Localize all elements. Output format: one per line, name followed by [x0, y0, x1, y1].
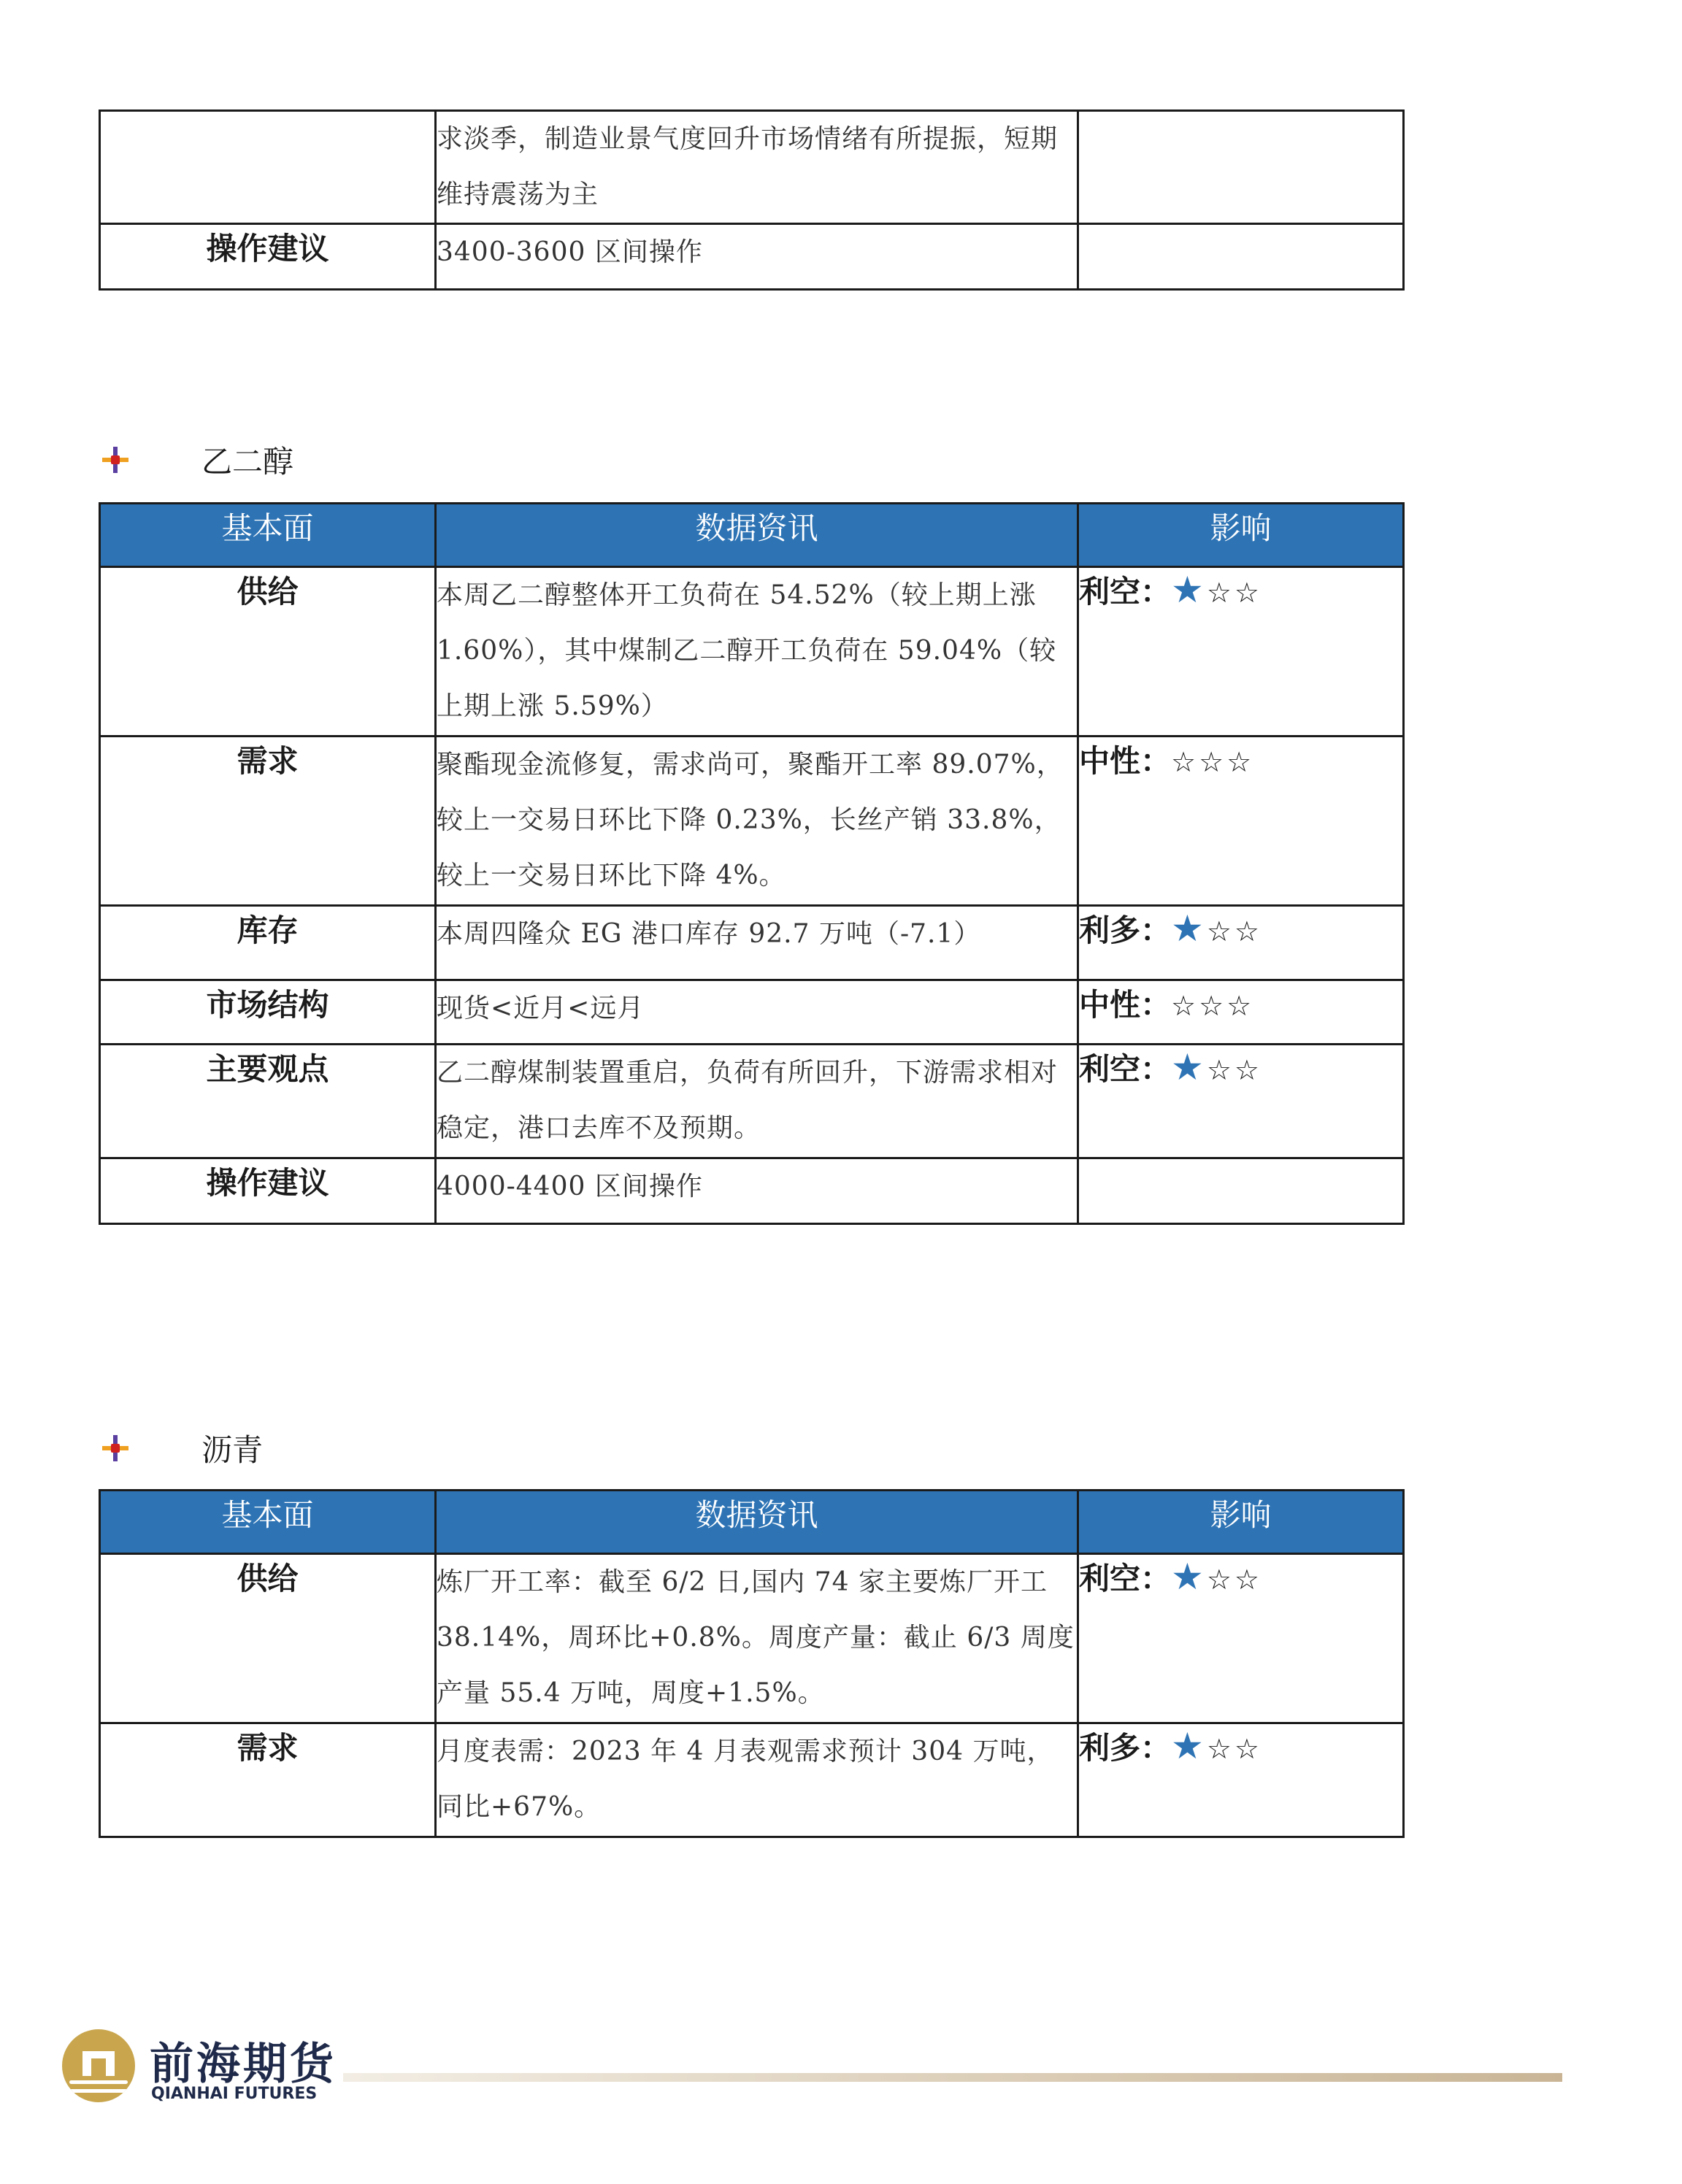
- star-outline-icon: ☆: [1206, 1564, 1234, 1596]
- row-impact: [1078, 224, 1404, 290]
- star-outline-icon: ☆: [1171, 746, 1199, 778]
- star-outline-icon: ☆: [1206, 1054, 1234, 1086]
- impact-label: 利空：: [1079, 1561, 1172, 1596]
- row-impact: [1078, 1045, 1404, 1158]
- row-impact: [1078, 906, 1404, 980]
- row-text: 本周四隆众 EG 港口库存 92.7 万吨（-7.1）: [436, 906, 1078, 980]
- table-row: [100, 567, 1404, 737]
- header-data-info: 数据资讯: [436, 504, 1078, 567]
- logo-text-en: QIANHAI FUTURES: [151, 2085, 318, 2103]
- row-label: [100, 111, 436, 224]
- section-table: [99, 502, 1405, 1225]
- footer-divider: [343, 2073, 1562, 2082]
- section-heading: 乙二醇: [201, 444, 294, 480]
- row-label: 主要观点: [100, 1045, 436, 1158]
- header-fundamentals: 基本面: [100, 504, 436, 567]
- star-outline-icon: ☆: [1226, 990, 1255, 1022]
- company-logo: [62, 2029, 337, 2110]
- star-outline-icon: ☆: [1226, 746, 1255, 778]
- section-body: [100, 1554, 1404, 1837]
- row-impact: [1078, 737, 1404, 906]
- logo-emblem-icon: [62, 2029, 135, 2102]
- section-table: [99, 1489, 1405, 1838]
- header-fundamentals: 基本面: [100, 1491, 436, 1554]
- row-label: 操作建议: [100, 1158, 436, 1224]
- star-filled-icon: ★: [1171, 1556, 1207, 1598]
- table-row: [100, 737, 1404, 906]
- header-impact: 影响: [1078, 1491, 1404, 1554]
- star-outline-icon: ☆: [1199, 746, 1227, 778]
- bullet-icon: [102, 1434, 128, 1463]
- table-row: [100, 906, 1404, 980]
- section-heading: 沥青: [201, 1432, 264, 1468]
- section-title-asphalt: [102, 1426, 263, 1470]
- row-label: 市场结构: [100, 980, 436, 1045]
- rating-stars: [1171, 1556, 1262, 1598]
- star-filled-icon: ★: [1171, 1725, 1207, 1767]
- table-row: [100, 224, 1404, 290]
- top-table: [99, 109, 1405, 291]
- star-filled-icon: ★: [1171, 907, 1207, 950]
- star-outline-icon: ☆: [1234, 577, 1262, 609]
- row-label: 操作建议: [100, 224, 436, 290]
- section-title-ethylene-glycol: [102, 438, 293, 482]
- star-outline-icon: ☆: [1234, 1564, 1262, 1596]
- table-header-row: [100, 1491, 1404, 1554]
- header-data-info: 数据资讯: [436, 1491, 1078, 1554]
- row-impact: [1078, 980, 1404, 1045]
- row-label: 库存: [100, 906, 436, 980]
- row-impact: [1078, 1723, 1404, 1837]
- star-outline-icon: ☆: [1199, 990, 1227, 1022]
- star-filled-icon: ★: [1171, 1046, 1207, 1088]
- row-text: 现货<近月<远月: [436, 980, 1078, 1045]
- row-text: 4000-4400 区间操作: [436, 1158, 1078, 1224]
- row-text: 3400-3600 区间操作: [436, 224, 1078, 290]
- rating-stars: [1171, 1046, 1262, 1088]
- rating-stars: [1171, 1725, 1262, 1767]
- star-outline-icon: ☆: [1206, 1733, 1234, 1765]
- rating-stars: [1171, 907, 1262, 950]
- row-label: 需求: [100, 1723, 436, 1837]
- table-header-row: [100, 504, 1404, 567]
- logo-text-cn: 前海期货: [150, 2039, 337, 2090]
- impact-label: 利空：: [1079, 574, 1172, 610]
- row-impact: [1078, 1158, 1404, 1224]
- impact-label: 利空：: [1079, 1051, 1172, 1087]
- row-text: 本周乙二醇整体开工负荷在 54.52%（较上期上涨 1.60%），其中煤制乙二醇开工负荷在 59.04%（较上期上涨 5.59%）: [436, 567, 1078, 737]
- star-filled-icon: ★: [1171, 569, 1207, 611]
- star-outline-icon: ☆: [1234, 1054, 1262, 1086]
- star-outline-icon: ☆: [1234, 1733, 1262, 1765]
- section-body: [100, 567, 1404, 1224]
- rating-stars: [1171, 569, 1262, 611]
- row-impact: [1078, 567, 1404, 737]
- bullet-icon: [102, 445, 128, 474]
- row-text: 聚酯现金流修复，需求尚可，聚酯开工率 89.07%，较上一交易日环比下降 0.23%，长丝产销 33.8%，较上一交易日环比下降 4%。: [436, 737, 1078, 906]
- rating-stars: [1171, 743, 1254, 779]
- row-text: 炼厂开工率：截至 6/2 日,国内 74 家主要炼厂开工 38.14%，周环比+0.8%。周度产量：截止 6/3 周度产量 55.4 万吨，周度+1.5%。: [436, 1554, 1078, 1723]
- row-impact: [1078, 1554, 1404, 1723]
- table-row: [100, 1554, 1404, 1723]
- table-row: [100, 1723, 1404, 1837]
- row-label: 供给: [100, 567, 436, 737]
- impact-label: 利多：: [1079, 912, 1172, 948]
- star-outline-icon: ☆: [1171, 990, 1199, 1022]
- row-text: 乙二醇煤制装置重启，负荷有所回升，下游需求相对稳定，港口去库不及预期。: [436, 1045, 1078, 1158]
- row-text: 求淡季，制造业景气度回升市场情绪有所提振，短期维持震荡为主: [436, 111, 1078, 224]
- table-row: [100, 980, 1404, 1045]
- impact-label: 中性：: [1079, 743, 1172, 779]
- table-row: [100, 111, 1404, 224]
- impact-label: 中性：: [1079, 987, 1172, 1023]
- row-text: 月度表需：2023 年 4 月表观需求预计 304 万吨，同比+67%。: [436, 1723, 1078, 1837]
- impact-label: 利多：: [1079, 1730, 1172, 1766]
- table-row: [100, 1158, 1404, 1224]
- table-row: [100, 1045, 1404, 1158]
- rating-stars: [1171, 987, 1254, 1023]
- row-label: 需求: [100, 737, 436, 906]
- row-impact: [1078, 111, 1404, 224]
- star-outline-icon: ☆: [1234, 915, 1262, 947]
- star-outline-icon: ☆: [1206, 915, 1234, 947]
- header-impact: 影响: [1078, 504, 1404, 567]
- row-label: 供给: [100, 1554, 436, 1723]
- star-outline-icon: ☆: [1206, 577, 1234, 609]
